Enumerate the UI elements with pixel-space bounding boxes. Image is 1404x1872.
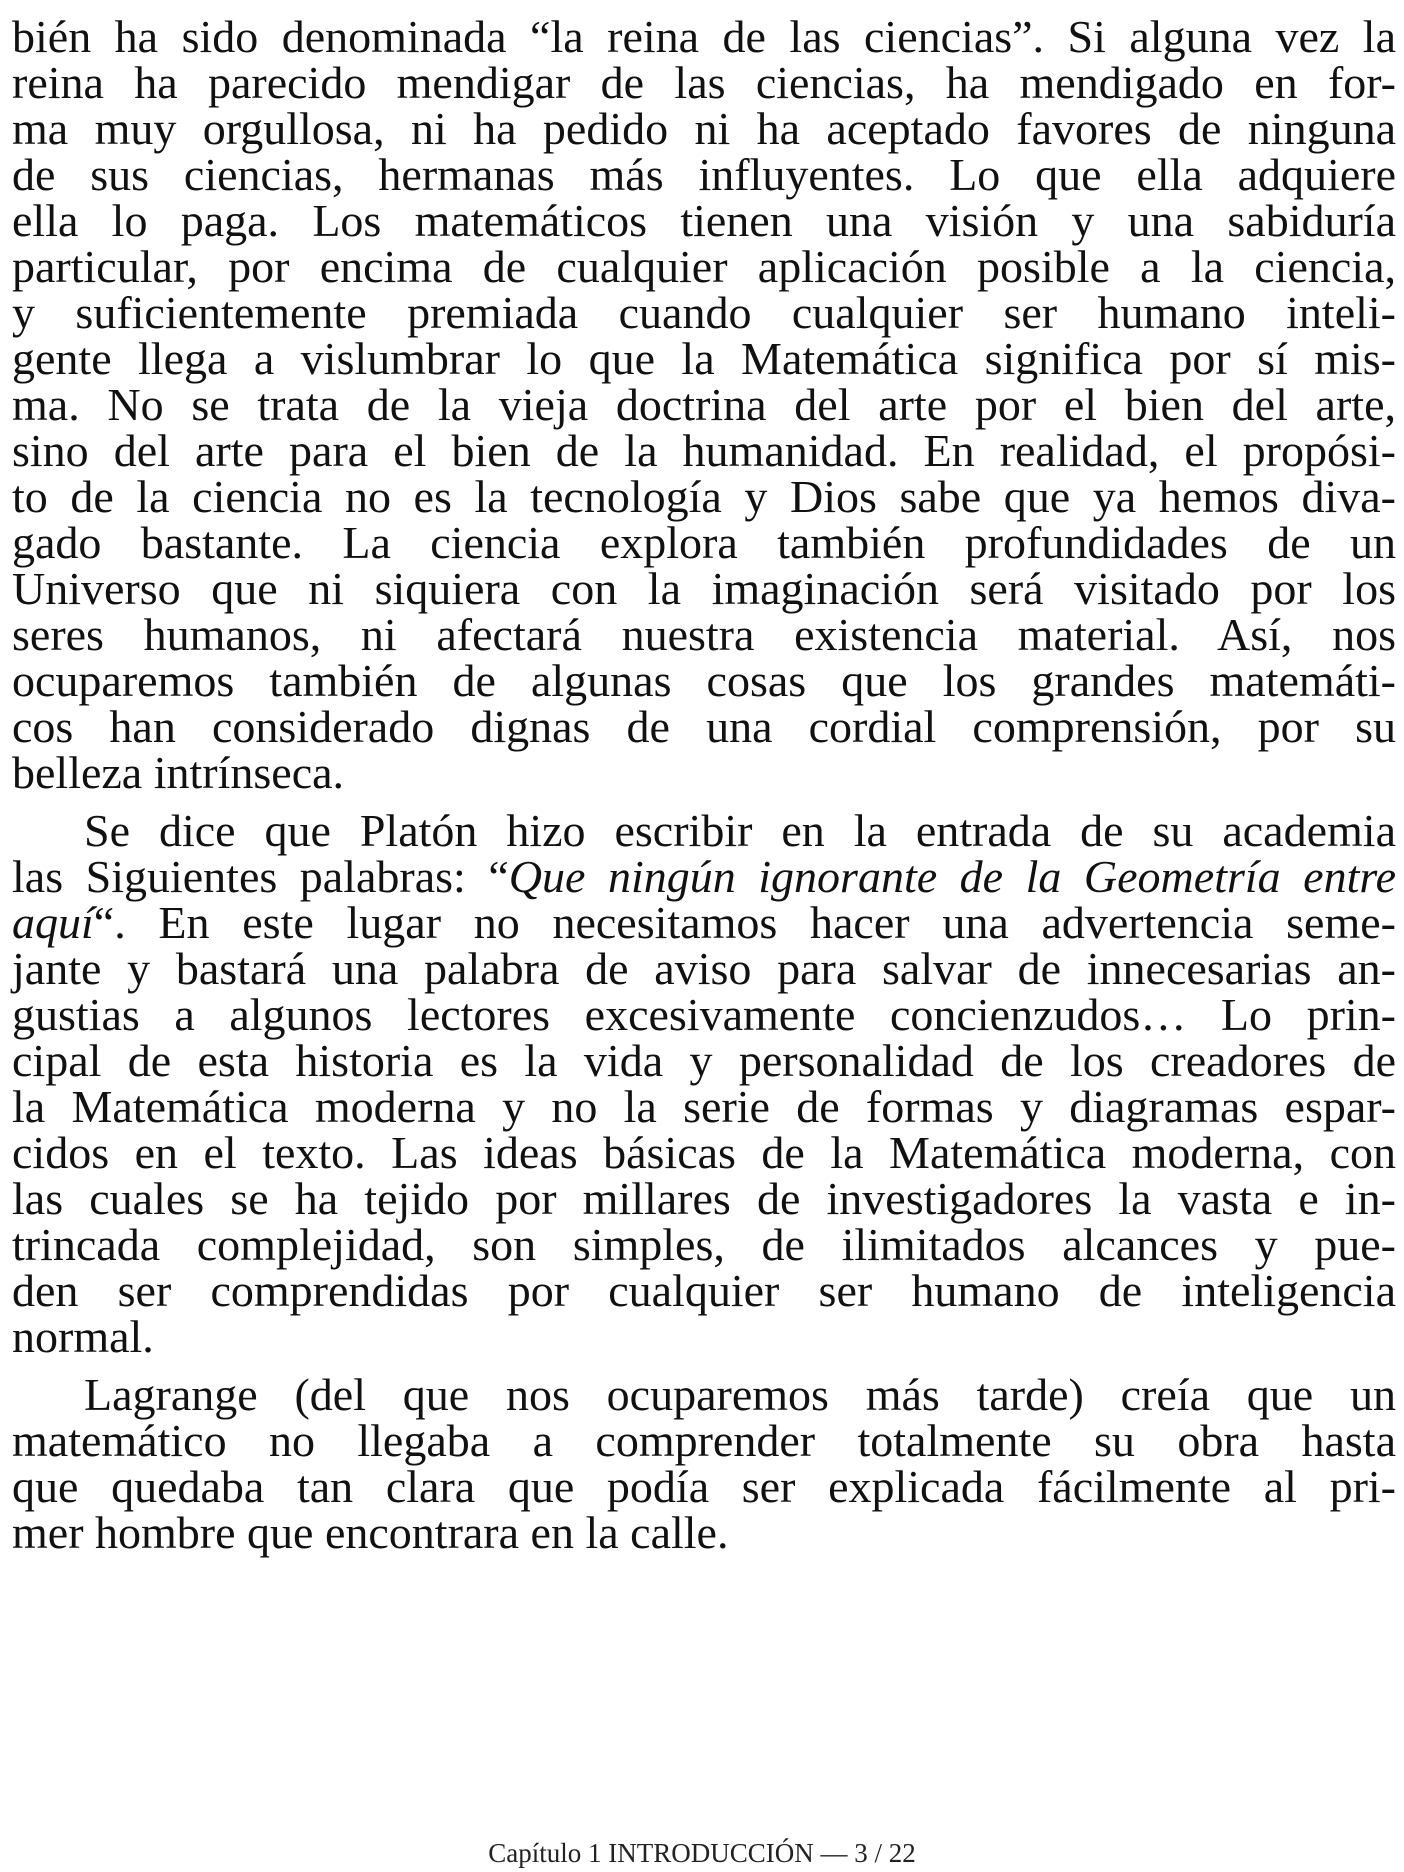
paragraph-3 [12,1369,1396,1558]
text-line: mer hombre que encontrara en la calle. [12,1507,729,1558]
text-line: matemático no llegaba a comprender totalmente su obra hasta [12,1415,1396,1466]
text-line: Lagrange (del que nos ocuparemos más tarde) creía que un [84,1369,1396,1420]
text-line [12,897,1396,948]
text-line: sino del arte para el bien de la humanidad. En realidad, el propósi- [12,425,1396,476]
text-line: ma muy orgullosa, ni ha pedido ni ha aceptado favores de ninguna [12,103,1396,154]
text-line: gente llega a vislumbrar lo que la Matemática significa por sí mis- [12,333,1396,384]
text-line: reina ha parecido mendigar de las ciencias, ha mendigado en for- [12,57,1396,108]
text-line: jante y bastará una palabra de aviso para salvar de innecesarias an- [12,943,1396,994]
text-line: ocuparemos también de algunas cosas que los grandes matemáti- [12,655,1396,706]
text-segment: “. En este lugar no necesitamos hacer una advertencia seme- [93,897,1396,948]
text-line: que quedaba tan clara que podía ser explicada fácilmente al pri- [12,1461,1396,1512]
text-line: de sus ciencias, hermanas más influyentes. Lo que ella adquiere [12,149,1396,200]
text-line: las cuales se ha tejido por millares de investigadores la vasta e in- [12,1173,1396,1224]
page-footer: Capítulo 1 INTRODUCCIÓN — 3 / 22 [488,1838,916,1868]
text-line: particular, por encima de cualquier aplicación posible a la ciencia, [12,241,1396,292]
text-line: ella lo paga. Los matemáticos tienen una visión y una sabiduría [12,195,1396,246]
text-line: la Matemática moderna y no la serie de formas y diagramas espar- [12,1081,1396,1132]
text-line: cidos en el texto. Las ideas básicas de la Matemática moderna, con [12,1127,1396,1178]
text-line: gado bastante. La ciencia explora también profundidades de un [12,517,1396,568]
italic-quote: Que ningún ignorante de la Geometría entre [508,851,1396,902]
text-line: ma. No se trata de la vieja doctrina del arte por el bien del arte, [12,379,1396,430]
text-line: to de la ciencia no es la tecnología y Dios sabe que ya hemos diva- [12,471,1396,522]
italic-quote: aquí [12,897,94,948]
text-line: trincada complejidad, son simples, de ilimitados alcances y pue- [12,1219,1396,1270]
text-line: Universo que ni siquiera con la imaginación será visitado por los [12,563,1396,614]
text-line: Se dice que Platón hizo escribir en la entrada de su academia [84,805,1396,856]
text-line: cos han considerado dignas de una cordial comprensión, por su [12,701,1396,752]
text-line [12,851,1396,902]
text-line: den ser comprendidas por cualquier ser humano de inteligencia [12,1265,1396,1316]
paragraph-1 [12,11,1396,798]
text-line: belleza intrínseca. [12,747,345,798]
text-line: cipal de esta historia es la vida y personalidad de los creadores de [12,1035,1396,1086]
text-body [12,11,1396,1568]
paragraph-2 [12,805,1396,1362]
text-line: seres humanos, ni afectará nuestra existencia material. Así, nos [12,609,1396,660]
text-line: y suficientemente premiada cuando cualquier ser humano inteli- [12,287,1396,338]
text-segment: las Siguientes palabras: “ [12,851,509,902]
text-line: normal. [12,1311,154,1362]
text-line: bién ha sido denominada “la reina de las ciencias”. Si alguna vez la [12,11,1396,62]
text-line: gustias a algunos lectores excesivamente concienzudos… Lo prin- [12,989,1396,1040]
